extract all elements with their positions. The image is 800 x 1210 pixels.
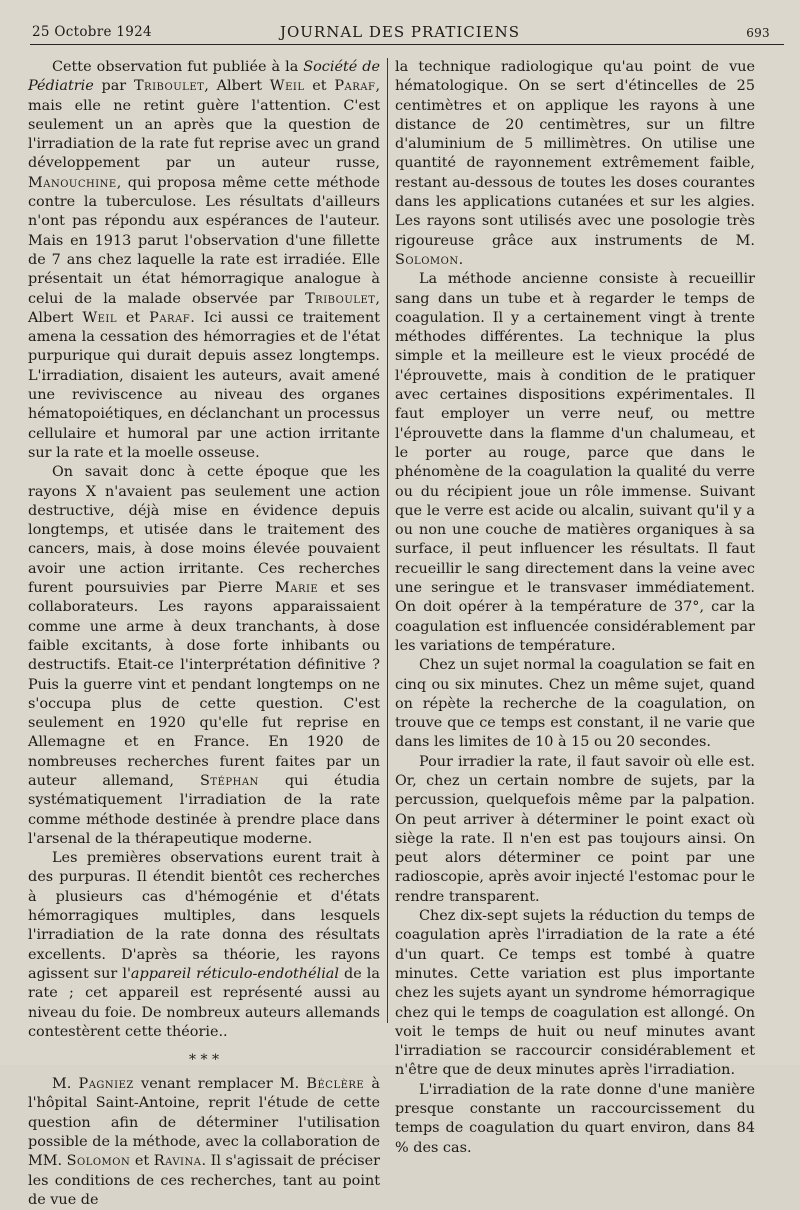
paragraph: Cette observation fut publiée à la Société de Pédiatrie par Triboulet, Albert Weil et Paraf, mais elle ne retint guère l'attention. C'est seulement un an après que la question de l'irradiation de la rate fut reprise avec un grand développement par un auteur russe, Manouchine, qui proposa même cette méthode contre la tuberculose. Les résultats d'ailleurs n'ont pas répondu aux espérances de l'auteur. Mais en 1913 parut l'observation d'une fillette de 7 ans chez laquelle la rate est irradiée. Elle présentait un état hémorragique analogue à celui de la malade observée par Triboulet, Albert Weil et Paraf. Ici aussi ce traitement amena la cessation des hémorragies et de l'état purpurique qui durait depuis assez longtemps. L'irradiation, disaient les auteurs, avait amené une reviviscence au niveau des organes hématopoiétiques, en déclanchant un processus cellulaire et humoral par une action irritante sur la rate et la moelle osseuse. — [28, 59, 381, 461]
running-header — [30, 20, 770, 46]
page-number: 693 — [746, 26, 770, 40]
paragraph: La méthode ancienne consiste à recueillir sang dans un tube et à regarder le temps de coagulation. Il y a certainement vingt à trente méthodes différentes. La technique la plus simple et la meilleure est le vieux procédé de l'éprouvette, mais à condition de le pratiquer avec certaines dispositions expérimentales. Il faut employer un verre neuf, ou mettre l'éprouvette dans la flamme d'un chalumeau, et le porter au rouge, parce que dans le phénomène de la coagulation la qualité du verre ou du récipient joue un rôle immense. Suivant que le verre est acide ou alcalin, suivant qu'il y a ou non une couche de matières organiques à sa surface, il peut influencer les résultats. Il faut recueillir le sang directement dans la veine avec une seringue et le transvaser immédiatement. On doit opérer à la température de 37°, car la coagulation est influencée considérablement par les variations de température. — [395, 271, 755, 654]
paragraph: la technique radiologique qu'au point de vue hématologique. On se sert d'étincelles de 25 centimètres et on applique les rayons à une distance de 20 centimètres, sur un filtre d'aluminium de 5 millimètres. On utilise une quantité de rayonnement extrêmement faible, restant au-dessous de toutes les doses courantes dans les applications cutanées et sur les algies. Les rayons sont utilisés avec une posologie très rigoureuse grâce aux instruments de M. Solomon. — [395, 59, 755, 268]
header-rule — [30, 44, 784, 45]
paragraph: Chez dix-sept sujets la réduction du temps de coagulation après l'irradiation de la rate a été d'un quart. Ce temps est tombé à quatre minutes. Cette variation est plus importante chez les sujets ayant un syndrome hémorragique chez qui le temps de coagulation est allongé. On voit le temps de huit ou neuf minutes avant l'irradiation se raccourcir considérablement et n'être que de deux minutes après l'irradiation. — [395, 908, 755, 1079]
paragraph: M. Pagniez venant remplacer M. Béclère à l'hôpital Saint-Antoine, reprit l'étude de cette question afin de déterminer l'utilisation possible de la méthode, avec la collaboration de MM. Solomon et Ravina. Il s'agissait de préciser les conditions de ces recherches, tant au point de vue de — [28, 1076, 381, 1208]
paragraph: Pour irradier la rate, il faut savoir où elle est. Or, chez un certain nombre de sujets, par la percussion, quelquefois même par la palpation. On peut arriver à déterminer le point exact où siège la rate. Il n'en est pas toujours ainsi. On peut alors déterminer ce point par une radioscopie, après avoir injecté l'estomac pour le rendre transparent. — [395, 753, 755, 905]
column-divider — [387, 58, 388, 1023]
paragraph: Les premières observations eurent trait à des purpuras. Il étendit bientôt ces recherches à plusieurs cas d'hémogénie et d'états hémorragiques multiples, dans lesquels l'irradiation de la rate donna des résultats excellents. D'après sa théorie, les rayons agissent sur l'appareil réticulo-endothélial de la rate ; cet appareil est représenté aussi au niveau du foie. De nombreux auteurs allemands contestèrent cette théorie.. — [28, 850, 380, 1040]
section-separator: * * * — [189, 1052, 219, 1069]
left-column — [28, 58, 380, 1210]
paragraph: On savait donc à cette époque que les rayons X n'avaient pas seulement une action destructive, déjà mise en évidence depuis longtemps, et utisée dans le traitement des cancers, mais, à dose moins élevée pouvaient avoir une action irritante. Ces recherches furent poursuivies par Pierre Marie et ses collaborateurs. Les rayons apparaissaient comme une arme à deux tranchants, à dose faible excitants, à dose forte inhibants ou destructifs. Etait-ce l'interprétation définitive ? Puis la guerre vint et pendant longtemps on ne s'occupa plus de cette question. C'est seulement en 1920 qu'elle fut reprise en Allemagne et en France. En 1920 de nombreuses recherches furent faites par un auteur allemand, Stéphan qui étudia systématiquement l'irradiation de la rate comme méthode destinée à prendre place dans l'arsenal de la thérapeutique moderne. — [28, 464, 380, 847]
issue-date: 25 Octobre 1924 — [32, 24, 152, 40]
journal-title: JOURNAL DES PRATICIENS — [279, 23, 521, 41]
paragraph: L'irradiation de la rate donne d'une manière presque constante un raccourcissement du temps de coagulation du quart environ, dans 84 % des cas. — [395, 1081, 755, 1156]
right-column — [395, 58, 755, 1158]
paragraph: Chez un sujet normal la coagulation se fait en cinq ou six minutes. Chez un même sujet, quand on répète la recherche de la coagulation, on trouve que ce temps est constant, il ne varie que dans les limites de 10 à 15 ou 20 secondes. — [395, 657, 755, 751]
